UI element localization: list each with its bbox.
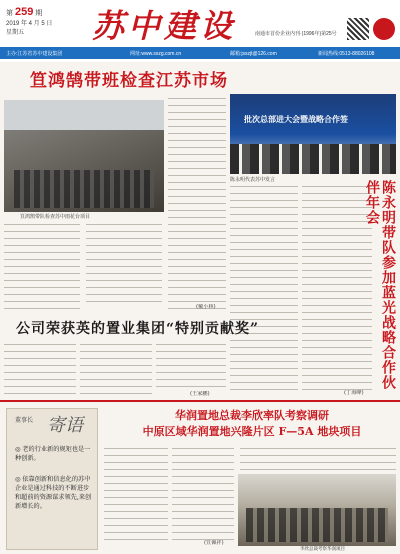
issue-weekday: 星期五 (6, 30, 25, 36)
email[interactable]: 邮箱:jsszjt@126.com (230, 51, 277, 57)
issue-info (6, 6, 84, 50)
top-story-body-col2 (86, 222, 162, 306)
bottom-story-photo-caption: 李欣总裁考察华润项目 (300, 546, 345, 551)
issue-number: 259 (14, 6, 34, 18)
top-story-headline: 笪鸿鹄带班检查江苏市场 (30, 71, 228, 91)
middle-story-body-col1 (4, 342, 76, 398)
quote-item: ◎ 老的行业新的规矩也是一种创新。 (15, 446, 91, 462)
masthead-header (0, 0, 400, 62)
website[interactable]: 网址:www.sszg.com.cn (130, 51, 182, 57)
bottom-story-end-tag: (笪佩祥) (204, 540, 224, 546)
top-story-end-tag: (戴小林) (196, 304, 216, 310)
top-story-photo-caption: 笪鸿鹄带队检查苏中雨花台项目 (20, 214, 91, 220)
top-story-body-col3 (168, 96, 226, 312)
bottom-story-photo (238, 474, 396, 546)
masthead-title: 苏中建设 (92, 7, 237, 45)
right-story-vertical-headline: 陈永明带队参加蓝光战略合作伙伴年会 (364, 180, 396, 390)
issue-date: 2019 年 4 月 5 日 (6, 21, 53, 27)
middle-story-body-col2 (80, 342, 152, 398)
right-story-end-tag: (丁海峰) (344, 390, 364, 396)
sponsor: 主办:江苏省苏中建设集团 (6, 51, 63, 57)
quote-box-title: 董事长 (15, 418, 34, 424)
section-divider (0, 400, 400, 402)
issue-prefix: 第 (6, 10, 13, 17)
middle-story-body-col3 (156, 342, 226, 392)
right-story-body-col1 (230, 184, 298, 396)
company-logo-icon (373, 18, 395, 40)
bottom-story-headline (108, 408, 396, 440)
right-story-body-col2 (302, 184, 372, 392)
top-story-body-col1 (4, 222, 80, 312)
bottom-headline-line2: 中原区域华润置地兴隆片区 F—5A 地块项目 (142, 425, 362, 438)
right-story-photo (230, 94, 396, 174)
bottom-story-body-col1 (104, 446, 168, 546)
quote-item: ◎ 依靠创新和信息化的苏中企业是通过科技的不断进步和超前的资源谋求领先,来创新增长的。 (15, 476, 92, 510)
top-story-photo (4, 100, 164, 212)
masthead-subtitle: 南通市首份企业内刊·(1996年)第25号 (255, 31, 337, 37)
info-bar (0, 47, 400, 59)
bottom-story-body-col2 (172, 446, 234, 540)
photo-banner-text: 批次总部进大会暨战略合作签 (244, 115, 348, 124)
quote-box-big-word: 寄语 (47, 415, 83, 436)
right-story-photo-caption: 陈永明代表苏中发言 (230, 177, 276, 183)
middle-story-headline: 公司荣获英的置业集团“特别贡献奖” (16, 321, 260, 337)
middle-story-end-tag: (王家鹏) (190, 391, 210, 397)
chairman-quote-box (6, 408, 98, 550)
phone: 新闻热线:0513-88026108 (318, 51, 375, 57)
qr-code-icon (347, 18, 369, 40)
issue-suffix: 期 (35, 10, 43, 17)
bottom-headline-line1: 华润置地总裁李欣率队考察调研 (175, 409, 329, 422)
bottom-story-body-col3 (240, 446, 396, 472)
